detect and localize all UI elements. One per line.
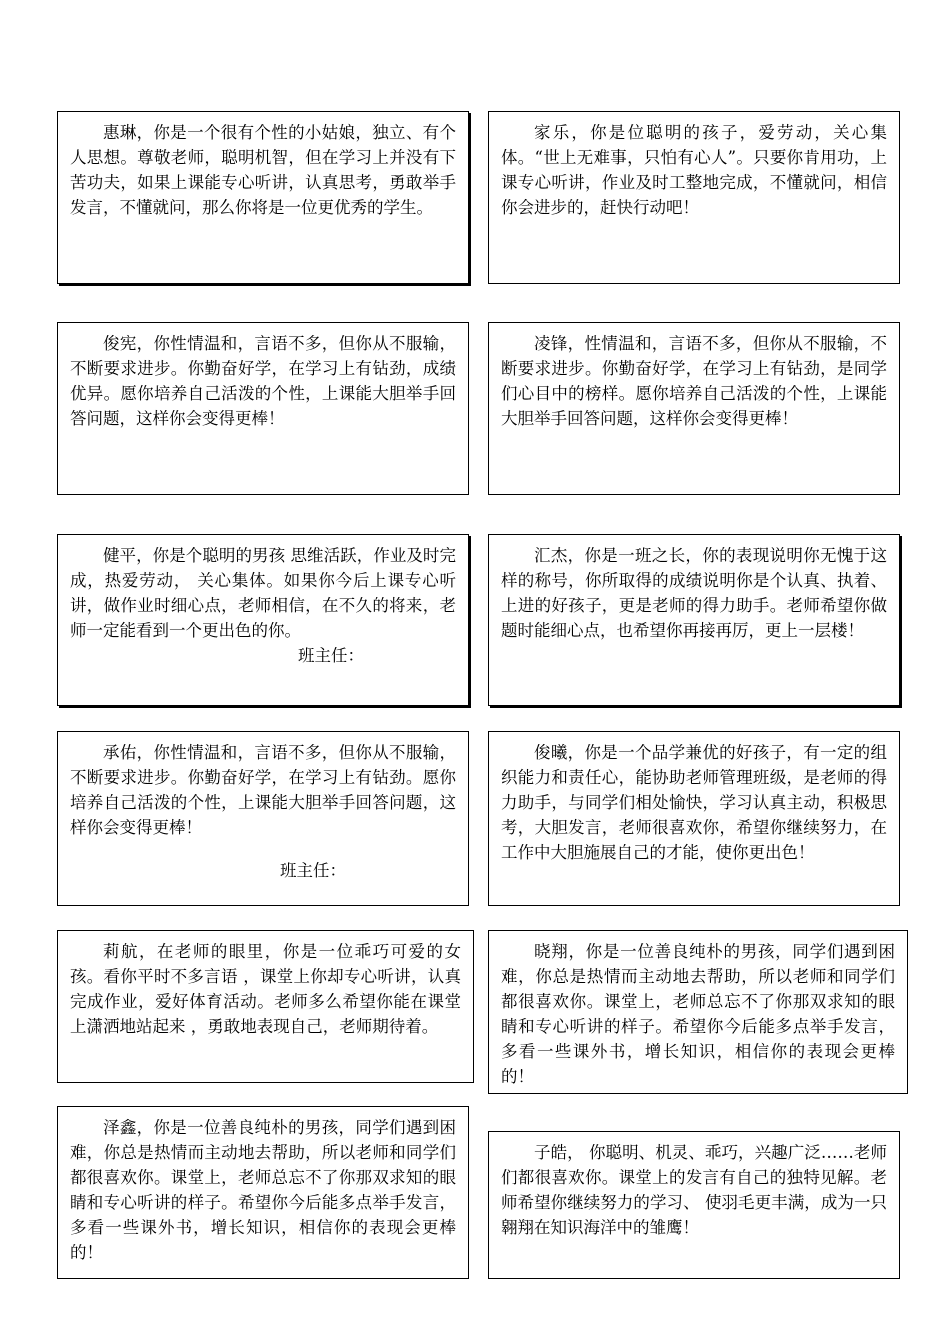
comment-card-chengyou xyxy=(57,731,469,906)
comment-text: 俊宪，你性情温和，言语不多，但你从不服输，不断要求进步。你勤奋好学，在学习上有钻劲，成绩优异。愿你培养自己活泼的个性，上课能大胆举手回答问题，这样你会变得更棒！ xyxy=(70,334,456,428)
comment-text: 惠琳，你是一个很有个性的小姑娘，独立、有个人思想。尊敬老师，聪明机智，但在学习上并没有下苦功夫，如果上课能专心听讲，认真思考，勇敢举手发言，不懂就问，那么你将是一位更优秀的学生。 xyxy=(70,123,456,217)
comment-card-lingfeng xyxy=(488,322,900,495)
comment-text: 家乐，你是位聪明的孩子，爱劳动，关心集体。“世上无难事，只怕有心人”。只要你肯用功，上课专心听讲，作业及时工整地完成，不懂就问，相信你会进步的，赶快行动吧！ xyxy=(501,123,887,217)
comment-card-xiaoxiang xyxy=(488,930,908,1094)
comment-text: 汇杰，你是一班之长，你的表现说明你无愧于这样的称号，你所取得的成绩说明你是个认真、执着、上进的好孩子，更是老师的得力助手。老师希望你做题时能细心点，也希望你再接再厉，更上一层楼！ xyxy=(501,546,887,640)
comment-card-lihang xyxy=(57,930,474,1083)
signature-label: 班主任： xyxy=(280,861,346,880)
comment-card-huilin xyxy=(57,111,469,284)
comment-card-zihao xyxy=(488,1131,900,1279)
comment-card-huijie xyxy=(488,534,900,706)
comment-text: 莉航，在老师的眼里，你是一位乖巧可爱的女孩。看你平时不多言语 ，课堂上你却专心听讲，认真完成作业，爱好体育活动。老师多么希望你能在课堂上潇洒地站起来 ，勇敢地表现自己，老师期待着。 xyxy=(70,942,461,1036)
comment-text: 晓翔，你是一位善良纯朴的男孩，同学们遇到困难，你总是热情而主动地去帮助，所以老师和同学们都很喜欢你。课堂上，老师总忘不了你那双求知的眼睛和专心听讲的样子。希望你今后能多点举手发言，多看一些课外书，增长知识，相信你的表现会更棒的！ xyxy=(501,942,895,1086)
comment-card-junxian xyxy=(57,322,469,495)
signature-label: 班主任： xyxy=(298,646,364,665)
comment-text: 健平，你是个聪明的男孩 思维活跃，作业及时完成，热爱劳动， 关心集体。如果你今后上课专心听讲，做作业时细心点，老师相信，在不久的将来，老师一定能看到一个更出色的你。 xyxy=(70,546,456,640)
comment-text: 俊曦，你是一个品学兼优的好孩子，有一定的组织能力和责任心，能协助老师管理班级，是老师的得力助手，与同学们相处愉快，学习认真主动，积极思考，大胆发言，老师很喜欢你，希望你继续努力，在工作中大胆施展自己的才能，使你更出色！ xyxy=(501,743,887,862)
comment-text: 承佑，你性情温和，言语不多，但你从不服输，不断要求进步。你勤奋好学，在学习上有钻劲。愿你培养自己活泼的个性，上课能大胆举手回答问题，这样你会变得更棒！ xyxy=(70,743,456,837)
comment-text: 泽鑫，你是一位善良纯朴的男孩，同学们遇到困难，你总是热情而主动地去帮助，所以老师和同学们都很喜欢你。课堂上，老师总忘不了你那双求知的眼睛和专心听讲的样子。希望你今后能多点举手发言，多看一些课外书，增长知识，相信你的表现会更棒的！ xyxy=(70,1118,456,1262)
comment-card-junxi xyxy=(488,731,900,906)
comment-text: 凌锋，性情温和，言语不多，但你从不服输，不断要求进步。你勤奋好学，在学习上有钻劲，是同学们心目中的榜样。愿你培养自己活泼的个性，上课能大胆举手回答问题，这样你会变得更棒！ xyxy=(501,334,887,428)
comment-card-jiale xyxy=(488,111,900,284)
comment-card-jianping xyxy=(57,534,469,706)
comment-card-zexin xyxy=(57,1106,469,1279)
comment-text: 子皓， 你聪明、机灵、乖巧，兴趣广泛……老师们都很喜欢你。课堂上的发言有自己的独特见解。老师希望你继续努力的学习、 使羽毛更丰满，成为一只翱翔在知识海洋中的雏鹰！ xyxy=(501,1143,887,1237)
